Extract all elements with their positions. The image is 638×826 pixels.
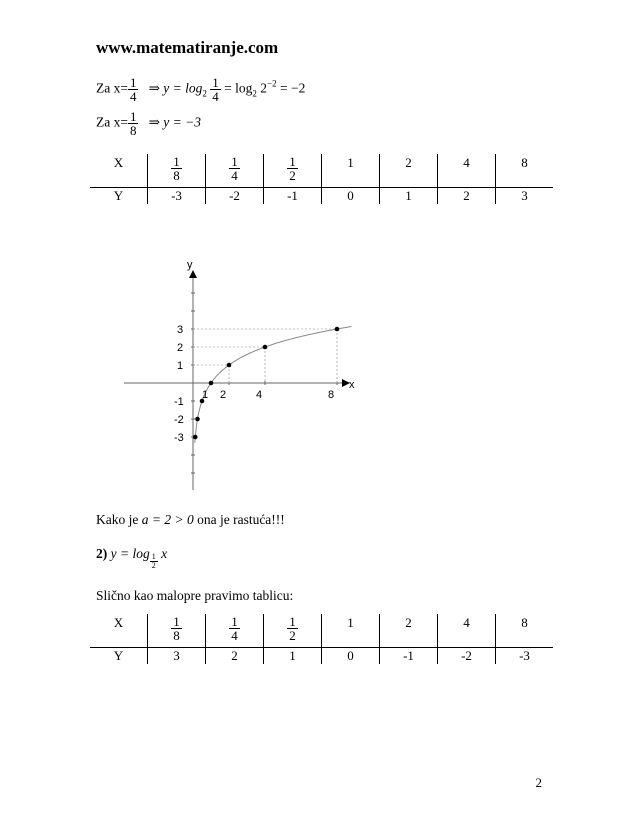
- table-row-y: Y -3 -2 -1 0 1 2 3: [90, 188, 553, 205]
- site-url: www.matematiranje.com: [96, 38, 279, 57]
- graph-point: [209, 381, 214, 386]
- y-tick-1: 1: [177, 360, 184, 372]
- page-number: 2: [535, 775, 542, 790]
- y-tick-2: 2: [177, 342, 184, 354]
- graph-point: [263, 345, 268, 350]
- table-header-y: Y: [90, 648, 148, 665]
- conclusion-text: Kako je a = 2 > 0 ona je rastuća!!!: [96, 512, 285, 527]
- table-row-y: Y 3 2 1 0 -1 -2 -3: [90, 648, 553, 665]
- x-axis-label: x: [349, 379, 355, 391]
- x-tick-8: 8: [328, 389, 335, 401]
- line-prefix: Za x=: [96, 80, 128, 96]
- y-tick-3: 3: [177, 324, 184, 336]
- example-2-heading: 2) y = log $\frac{1}{2}$ x: [96, 546, 168, 570]
- table-header-y: Y: [90, 188, 148, 205]
- x-tick-2: 2: [220, 389, 227, 401]
- log-curve: [195, 327, 352, 443]
- graph-point: [195, 417, 200, 422]
- table-header-x: X: [113, 155, 124, 170]
- fraction: $\frac{1}{8}$: [129, 109, 137, 138]
- value-table-2: [90, 614, 553, 664]
- y-tick-neg1: -1: [174, 396, 184, 408]
- fraction: $\frac{1}{4}$: [129, 75, 137, 104]
- example-line-2: Za x= $\frac{1}{8}$ ⇒ y = −3: [96, 109, 202, 138]
- fraction: $\frac{1}{4}$: [212, 75, 219, 104]
- graph-point: [227, 363, 232, 368]
- graph-point: [193, 435, 198, 440]
- y-tick-neg3: -3: [174, 432, 184, 444]
- table-row-x: X $\frac{1}{8}$ $\frac{1}{4}$ $\frac{1}{2}$ 1 2 4 8: [90, 154, 553, 188]
- x-tick-1: 1: [202, 389, 209, 401]
- guide-line: [193, 365, 229, 383]
- y-tick-neg2: -2: [174, 414, 184, 426]
- graph-point: [335, 327, 340, 332]
- similar-text: Slično kao malopre pravimo tablicu:: [96, 588, 294, 603]
- table-row-x: X $\frac{1}{8}$ $\frac{1}{4}$ $\frac{1}{2}$ 1 2 4 8: [90, 614, 553, 648]
- formula-part: ⇒ y = log: [148, 80, 203, 96]
- x-tick-4: 4: [256, 389, 263, 401]
- example-line-1: Za x= $\frac{1}{4}$ ⇒ $y = \log_2$ $\frac{1}{4}$ = $\log_2 2^{-2} = -2$: [96, 75, 306, 104]
- table-header-x: X: [113, 615, 124, 630]
- y-axis-label: y: [187, 259, 193, 271]
